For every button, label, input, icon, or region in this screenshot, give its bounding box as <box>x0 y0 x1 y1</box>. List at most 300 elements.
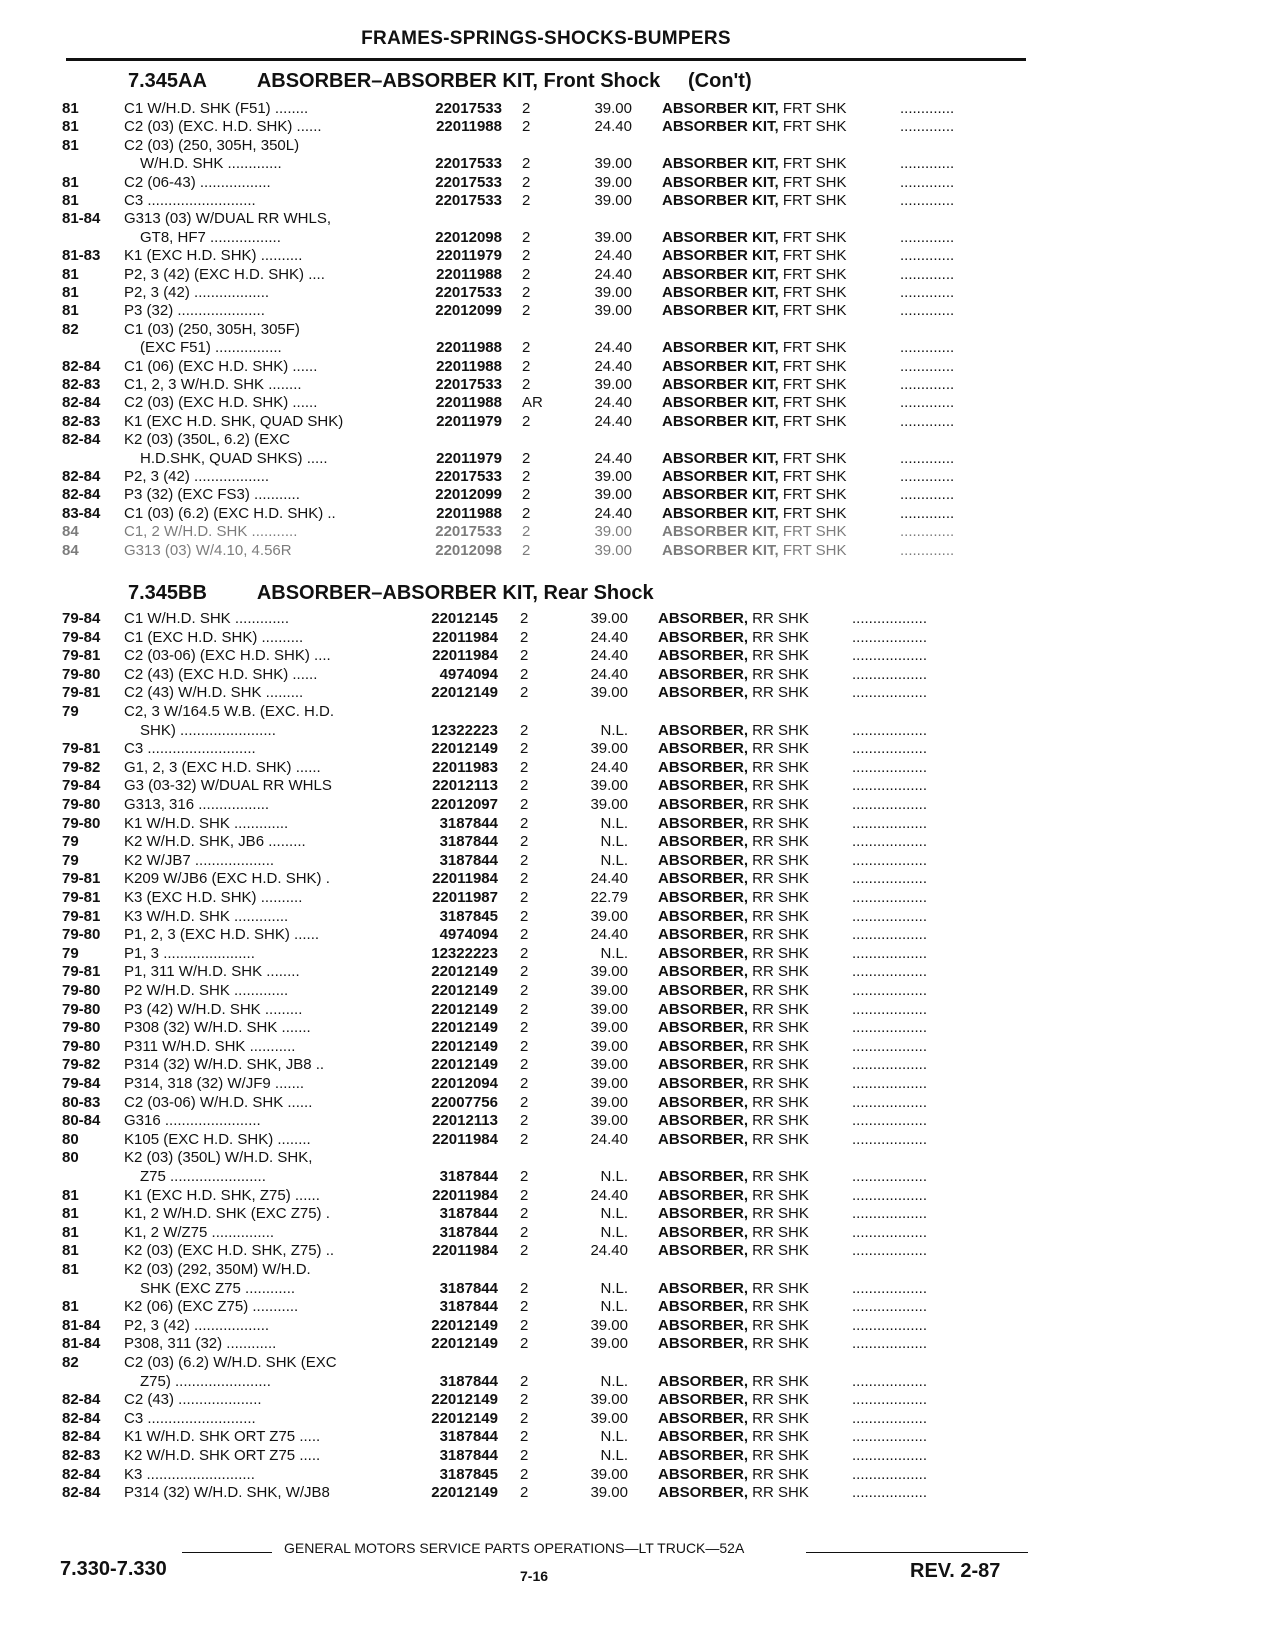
part-name-detail: RR SHK <box>748 1093 809 1111</box>
application-description: P2 W/H.D. SHK ............. <box>124 982 289 999</box>
part-number: 22011988 <box>436 504 502 522</box>
part-name-main: ABSORBER, <box>658 1391 749 1409</box>
part-name-main: ABSORBER, <box>658 1130 749 1148</box>
application-description: C2 (03) (6.2) W/H.D. SHK (EXC <box>124 1354 337 1371</box>
part-name-main: ABSORBER, <box>658 1409 749 1427</box>
part-name <box>662 541 846 560</box>
section-continued-label: (Con't) <box>688 70 752 92</box>
leader-dots: .................. <box>852 665 928 683</box>
part-name-detail: RR SHK <box>748 944 809 962</box>
application-description: P314, 318 (32) W/JF9 ....... <box>124 1075 305 1092</box>
parts-row <box>0 1372 1280 1391</box>
part-name-main: ABSORBER, <box>658 1484 749 1502</box>
model-year: 80 <box>62 1130 79 1148</box>
part-name-main: ABSORBER, <box>658 1428 749 1446</box>
quantity: 2 <box>520 1298 529 1316</box>
model-year: 81 <box>62 302 79 320</box>
quantity: 2 <box>522 155 531 173</box>
part-number: 22011984 <box>432 1186 498 1204</box>
leader-dots: .................. <box>852 1298 928 1316</box>
quantity: AR <box>522 394 543 412</box>
application-description: K1 (EXC H.D. SHK, QUAD SHK) <box>124 412 344 430</box>
quantity: 2 <box>520 1130 529 1148</box>
leader-dots: .................. <box>852 833 928 851</box>
part-number: 4974094 <box>439 665 498 683</box>
part-name-main: ABSORBER KIT, <box>662 192 779 209</box>
parts-row <box>0 430 1280 449</box>
quantity: 2 <box>522 523 531 541</box>
part-name-detail: RR SHK <box>748 1242 809 1260</box>
quantity: 2 <box>522 118 531 136</box>
quantity: 2 <box>522 412 531 430</box>
model-year: 79-80 <box>62 665 101 683</box>
application-description: P3 (42) W/H.D. SHK ......... <box>124 1000 303 1018</box>
parts-row <box>0 1334 1280 1353</box>
parts-row <box>0 1074 1280 1093</box>
part-name <box>658 1446 809 1465</box>
part-name <box>658 1111 809 1130</box>
model-year: 79 <box>62 833 79 851</box>
model-year: 82-84 <box>62 1484 101 1502</box>
part-number: 4974094 <box>439 926 498 944</box>
price: 39.00 <box>590 1112 628 1130</box>
header-rule <box>66 58 1026 61</box>
part-number: 22012149 <box>431 1037 498 1055</box>
leader-dots: ............. <box>900 449 955 467</box>
parts-row <box>0 1167 1280 1186</box>
model-year: 81 <box>62 1242 79 1260</box>
part-number: 22012094 <box>431 1075 498 1092</box>
application-description: W/H.D. SHK ............. <box>140 155 282 173</box>
leader-dots: .................. <box>852 777 928 795</box>
application-description: P3 (32) ..................... <box>124 302 265 320</box>
model-year: 79-80 <box>62 1037 101 1055</box>
quantity: 2 <box>520 1168 529 1185</box>
part-number: 3187844 <box>439 1447 498 1464</box>
application-description: C3 .......................... <box>124 192 256 209</box>
part-name-detail: RR SHK <box>748 814 809 832</box>
price: 24.40 <box>594 339 632 357</box>
part-name-main: ABSORBER, <box>658 1075 749 1092</box>
price: 22.79 <box>590 889 628 906</box>
part-name <box>658 1316 809 1335</box>
quantity: 2 <box>520 1279 529 1297</box>
parts-row <box>0 609 1280 628</box>
part-number: 3187844 <box>439 1168 498 1185</box>
price: 39.00 <box>590 1019 628 1037</box>
part-number: 22011984 <box>432 1242 498 1260</box>
price: 39.00 <box>590 684 628 702</box>
leader-dots: ............. <box>900 100 955 117</box>
leader-dots: .................. <box>852 851 928 869</box>
application-description: C1 (EXC H.D. SHK) .......... <box>124 628 304 646</box>
part-name <box>658 832 809 851</box>
application-description: C2 (03) (EXC. H.D. SHK) ...... <box>124 118 322 136</box>
part-name <box>662 375 846 394</box>
part-number: 22012149 <box>431 1019 498 1037</box>
part-name-main: ABSORBER, <box>658 1298 749 1316</box>
part-name <box>662 191 846 210</box>
application-description: G313, 316 ................. <box>124 796 270 813</box>
part-name-main: ABSORBER, <box>658 1093 749 1111</box>
application-description: C2 (06-43) ................. <box>124 173 271 191</box>
parts-row <box>0 814 1280 833</box>
section-title-text: ABSORBER–ABSORBER <box>256 582 497 604</box>
part-name-main: ABSORBER, <box>658 1112 749 1130</box>
parts-row <box>0 665 1280 684</box>
section-subtitle: Rear Shock <box>543 582 654 604</box>
parts-row <box>0 136 1280 155</box>
price: N.L. <box>600 944 628 962</box>
model-year: 82-84 <box>62 1428 101 1446</box>
price: 24.40 <box>590 628 628 646</box>
price: N.L. <box>600 814 628 832</box>
model-year: 83-84 <box>62 504 101 522</box>
part-number: 22017533 <box>435 284 502 301</box>
leader-dots: .................. <box>852 1112 928 1130</box>
leader-dots: ............. <box>900 412 955 430</box>
application-description: C2 (43) .................... <box>124 1391 262 1409</box>
application-description: K3 (EXC H.D. SHK) .......... <box>124 889 303 906</box>
parts-row <box>0 173 1280 192</box>
application-description: P1, 3 ...................... <box>124 944 255 962</box>
model-year: 79-81 <box>62 963 101 981</box>
application-description: P314 (32) W/H.D. SHK, JB8 .. <box>124 1056 325 1074</box>
part-name <box>662 412 846 431</box>
leader-dots: .................. <box>852 1279 928 1297</box>
application-description: H.D.SHK, QUAD SHKS) ..... <box>140 449 328 467</box>
part-name-detail: RR SHK <box>748 647 809 665</box>
part-name-detail: RR SHK <box>748 684 809 702</box>
part-name <box>662 485 846 504</box>
part-name-detail: FRT SHK <box>778 284 847 301</box>
part-name-detail: RR SHK <box>748 665 809 683</box>
part-name-main: ABSORBER, <box>658 926 749 944</box>
quantity: 2 <box>520 1223 529 1241</box>
price: N.L. <box>600 721 628 739</box>
application-description: C2 (03) (EXC H.D. SHK) ...... <box>124 394 318 412</box>
leader-dots: ............. <box>900 302 955 320</box>
leader-dots: ............. <box>900 541 955 559</box>
model-year: 79-80 <box>62 926 101 944</box>
model-year: 81 <box>62 118 79 136</box>
part-number: 22011979 <box>436 449 502 467</box>
part-name <box>658 1483 809 1502</box>
model-year: 79-81 <box>62 870 101 888</box>
application-description: C2 (43) W/H.D. SHK ......... <box>124 684 304 702</box>
part-name-detail: RR SHK <box>748 1112 809 1130</box>
leader-dots: .................. <box>852 889 928 906</box>
leader-dots: ............. <box>900 228 955 246</box>
parts-row <box>0 449 1280 468</box>
quantity: 2 <box>522 541 531 559</box>
leader-dots: .................. <box>852 758 928 776</box>
model-year: 79-81 <box>62 740 101 758</box>
model-year: 79-80 <box>62 982 101 999</box>
part-number: 3187844 <box>439 1298 498 1316</box>
leader-dots: ............. <box>900 155 955 173</box>
price: N.L. <box>600 1205 628 1223</box>
application-description: K2 (06) (EXC Z75) ........... <box>124 1298 299 1316</box>
part-name-detail: FRT SHK <box>778 118 847 136</box>
leader-dots: .................. <box>852 870 928 888</box>
part-name-detail: RR SHK <box>748 1205 809 1223</box>
part-name-detail: RR SHK <box>748 833 809 851</box>
application-description: C2 (43) (EXC H.D. SHK) ...... <box>124 665 318 683</box>
part-number: 22011983 <box>432 758 498 776</box>
part-number: 22012149 <box>431 740 498 758</box>
part-number: 3187844 <box>439 1223 498 1241</box>
part-number: 22012145 <box>431 610 498 627</box>
part-name-main: ABSORBER, <box>658 963 749 981</box>
part-name <box>658 1427 809 1446</box>
part-name <box>662 357 846 376</box>
part-number: 22012113 <box>432 1112 498 1130</box>
leader-dots: .................. <box>852 1168 928 1185</box>
part-name <box>658 851 809 870</box>
price: 39.00 <box>594 173 632 191</box>
application-description: K1 W/H.D. SHK ORT Z75 ..... <box>124 1428 321 1446</box>
quantity: 2 <box>520 777 529 795</box>
part-name-detail: RR SHK <box>748 1075 809 1092</box>
application-description: P3 (32) (EXC FS3) ........... <box>124 486 300 504</box>
quantity: 2 <box>520 851 529 869</box>
leader-dots: .................. <box>852 647 928 665</box>
price: 39.00 <box>590 796 628 813</box>
part-number: 22007756 <box>431 1093 498 1111</box>
application-description: C1, 2, 3 W/H.D. SHK ........ <box>124 376 302 393</box>
leader-dots: .................. <box>852 1130 928 1148</box>
quantity: 2 <box>520 647 529 665</box>
part-number: 22017533 <box>435 376 502 393</box>
part-name <box>658 1000 809 1019</box>
part-name-detail: RR SHK <box>748 796 809 813</box>
leader-dots: .................. <box>852 1205 928 1223</box>
part-name <box>658 1074 809 1093</box>
price: 39.00 <box>590 1465 628 1483</box>
parts-row <box>0 702 1280 721</box>
application-description: C3 .......................... <box>124 740 256 758</box>
parts-row <box>0 795 1280 814</box>
part-number: 22012149 <box>431 1335 498 1353</box>
part-name-detail: FRT SHK <box>778 265 847 283</box>
quantity: 2 <box>520 907 529 925</box>
parts-row <box>0 117 1280 136</box>
part-number: 22012098 <box>435 228 502 246</box>
part-name-detail: FRT SHK <box>778 486 847 504</box>
application-description: GT8, HF7 ................. <box>140 228 281 246</box>
parts-row <box>0 1409 1280 1428</box>
price: 39.00 <box>590 907 628 925</box>
model-year: 81 <box>62 100 79 117</box>
leader-dots: ............. <box>900 192 955 209</box>
model-year: 79-80 <box>62 1000 101 1018</box>
leader-dots: .................. <box>852 1037 928 1055</box>
leader-dots: .................. <box>852 1484 928 1502</box>
part-number: 3187844 <box>439 1279 498 1297</box>
parts-row <box>0 338 1280 357</box>
parts-row <box>0 191 1280 210</box>
part-name-detail: RR SHK <box>748 982 809 999</box>
parts-row <box>0 1353 1280 1372</box>
part-number: 22011988 <box>436 118 502 136</box>
price: 39.00 <box>590 982 628 999</box>
part-number: 3187844 <box>439 833 498 851</box>
price: 24.40 <box>590 1242 628 1260</box>
leader-dots: .................. <box>852 1242 928 1260</box>
part-name <box>658 1093 809 1112</box>
price: 24.40 <box>594 247 632 265</box>
leader-dots: .................. <box>852 1409 928 1427</box>
leader-dots: ............. <box>900 339 955 357</box>
part-name <box>662 154 846 173</box>
leader-dots: .................. <box>852 1075 928 1092</box>
part-name-detail: RR SHK <box>748 907 809 925</box>
part-number: 22011979 <box>436 247 502 265</box>
part-number: 22012099 <box>435 486 502 504</box>
parts-row <box>0 1465 1280 1484</box>
part-number: 3187844 <box>439 814 498 832</box>
part-name <box>658 1372 809 1391</box>
part-name <box>662 449 846 468</box>
price: N.L. <box>600 833 628 851</box>
application-description: C2, 3 W/164.5 W.B. (EXC. H.D. <box>124 703 335 720</box>
part-name-detail: RR SHK <box>748 1056 809 1074</box>
price: 24.40 <box>590 1130 628 1148</box>
part-number: 3187844 <box>439 851 498 869</box>
footer-publisher: GENERAL MOTORS SERVICE PARTS OPERATIONS—LT TRUCK—52A <box>284 1540 745 1556</box>
part-name <box>658 721 809 740</box>
price: 39.00 <box>594 100 632 117</box>
part-name-main: ABSORBER, <box>658 1242 749 1260</box>
part-name <box>658 1465 809 1484</box>
application-description: K209 W/JB6 (EXC H.D. SHK) . <box>124 870 330 888</box>
part-name-main: ABSORBER, <box>658 1223 749 1241</box>
price: 39.00 <box>590 1056 628 1074</box>
part-name-main: ABSORBER KIT, <box>662 486 779 504</box>
part-name-detail: RR SHK <box>748 1037 809 1055</box>
model-year: 82 <box>62 320 79 338</box>
part-name <box>662 117 846 136</box>
part-name <box>658 776 809 795</box>
price: 24.40 <box>594 118 632 136</box>
part-name-main: ABSORBER, <box>658 628 749 646</box>
quantity: 2 <box>520 1075 529 1092</box>
price: 39.00 <box>590 1037 628 1055</box>
application-description: SHK) ....................... <box>140 721 276 739</box>
part-name-detail: RR SHK <box>748 1447 809 1464</box>
part-name-main: ABSORBER, <box>658 1316 749 1334</box>
price: 39.00 <box>594 228 632 246</box>
parts-row <box>0 1297 1280 1316</box>
quantity: 2 <box>522 376 531 393</box>
part-number: 12322223 <box>431 944 498 962</box>
parts-row <box>0 412 1280 431</box>
parts-row <box>0 1427 1280 1446</box>
quantity: 2 <box>520 1484 529 1502</box>
part-name-main: ABSORBER, <box>658 1019 749 1037</box>
part-name-detail: RR SHK <box>748 1000 809 1018</box>
parts-row <box>0 1446 1280 1465</box>
application-description: K1 (EXC H.D. SHK, Z75) ...... <box>124 1186 320 1204</box>
model-year: 79-81 <box>62 889 101 906</box>
part-name-detail: RR SHK <box>748 721 809 739</box>
quantity: 2 <box>520 1112 529 1130</box>
part-name-main: ABSORBER, <box>658 721 749 739</box>
part-name-main: ABSORBER KIT, <box>662 118 779 136</box>
leader-dots: ............. <box>900 247 955 265</box>
part-name-main: ABSORBER, <box>658 647 749 665</box>
part-name-detail: RR SHK <box>748 851 809 869</box>
section-title-text: ABSORBER–ABSORBER <box>256 70 497 92</box>
parts-row <box>0 485 1280 504</box>
part-name-detail: RR SHK <box>748 1168 809 1185</box>
part-name-detail: RR SHK <box>748 1335 809 1353</box>
model-year: 81 <box>62 192 79 209</box>
part-number: 22017533 <box>435 192 502 209</box>
parts-row <box>0 467 1280 486</box>
part-name-main: ABSORBER, <box>658 740 749 758</box>
parts-row <box>0 265 1280 284</box>
leader-dots: .................. <box>852 1372 928 1390</box>
part-name-main: ABSORBER, <box>658 1000 749 1018</box>
quantity: 2 <box>522 468 531 485</box>
price: 39.00 <box>590 777 628 795</box>
model-year: 79 <box>62 703 79 720</box>
price: 24.40 <box>590 758 628 776</box>
quantity: 2 <box>520 1465 529 1483</box>
model-year: 82-83 <box>62 376 101 393</box>
model-year: 82-84 <box>62 357 101 375</box>
application-description: C2 (03-06) W/H.D. SHK ...... <box>124 1093 313 1111</box>
parts-row <box>0 1260 1280 1279</box>
parts-row <box>0 541 1280 560</box>
part-number: 22017533 <box>435 523 502 541</box>
section-code: 7.345BB <box>128 582 207 604</box>
parts-row <box>0 907 1280 926</box>
part-number: 22017533 <box>435 100 502 117</box>
price: 39.00 <box>594 284 632 301</box>
part-name <box>662 228 846 247</box>
part-name-detail: RR SHK <box>748 1186 809 1204</box>
part-name-detail: FRT SHK <box>778 376 847 393</box>
parts-row <box>0 393 1280 412</box>
part-name-detail: RR SHK <box>748 610 809 627</box>
quantity: 2 <box>520 1000 529 1018</box>
application-description: P308, 311 (32) ............ <box>124 1335 277 1353</box>
part-name-main: ABSORBER, <box>658 889 749 906</box>
part-name <box>658 795 809 814</box>
leader-dots: .................. <box>852 1223 928 1241</box>
part-name-detail: FRT SHK <box>778 541 847 559</box>
quantity: 2 <box>520 1335 529 1353</box>
quantity: 2 <box>522 247 531 265</box>
part-name-detail: FRT SHK <box>778 523 847 541</box>
parts-row <box>0 1018 1280 1037</box>
parts-row <box>0 1241 1280 1260</box>
model-year: 79-84 <box>62 1075 101 1092</box>
application-description: G3 (03-32) W/DUAL RR WHLS <box>124 777 332 795</box>
part-number: 22011979 <box>436 412 502 430</box>
quantity: 2 <box>522 284 531 301</box>
application-description: K2 W/JB7 ................... <box>124 851 275 869</box>
application-description: C3 .......................... <box>124 1409 256 1427</box>
model-year: 82-83 <box>62 1447 101 1464</box>
parts-row <box>0 944 1280 963</box>
parts-row <box>0 504 1280 523</box>
leader-dots: .................. <box>852 1186 928 1204</box>
price: 24.40 <box>594 449 632 467</box>
